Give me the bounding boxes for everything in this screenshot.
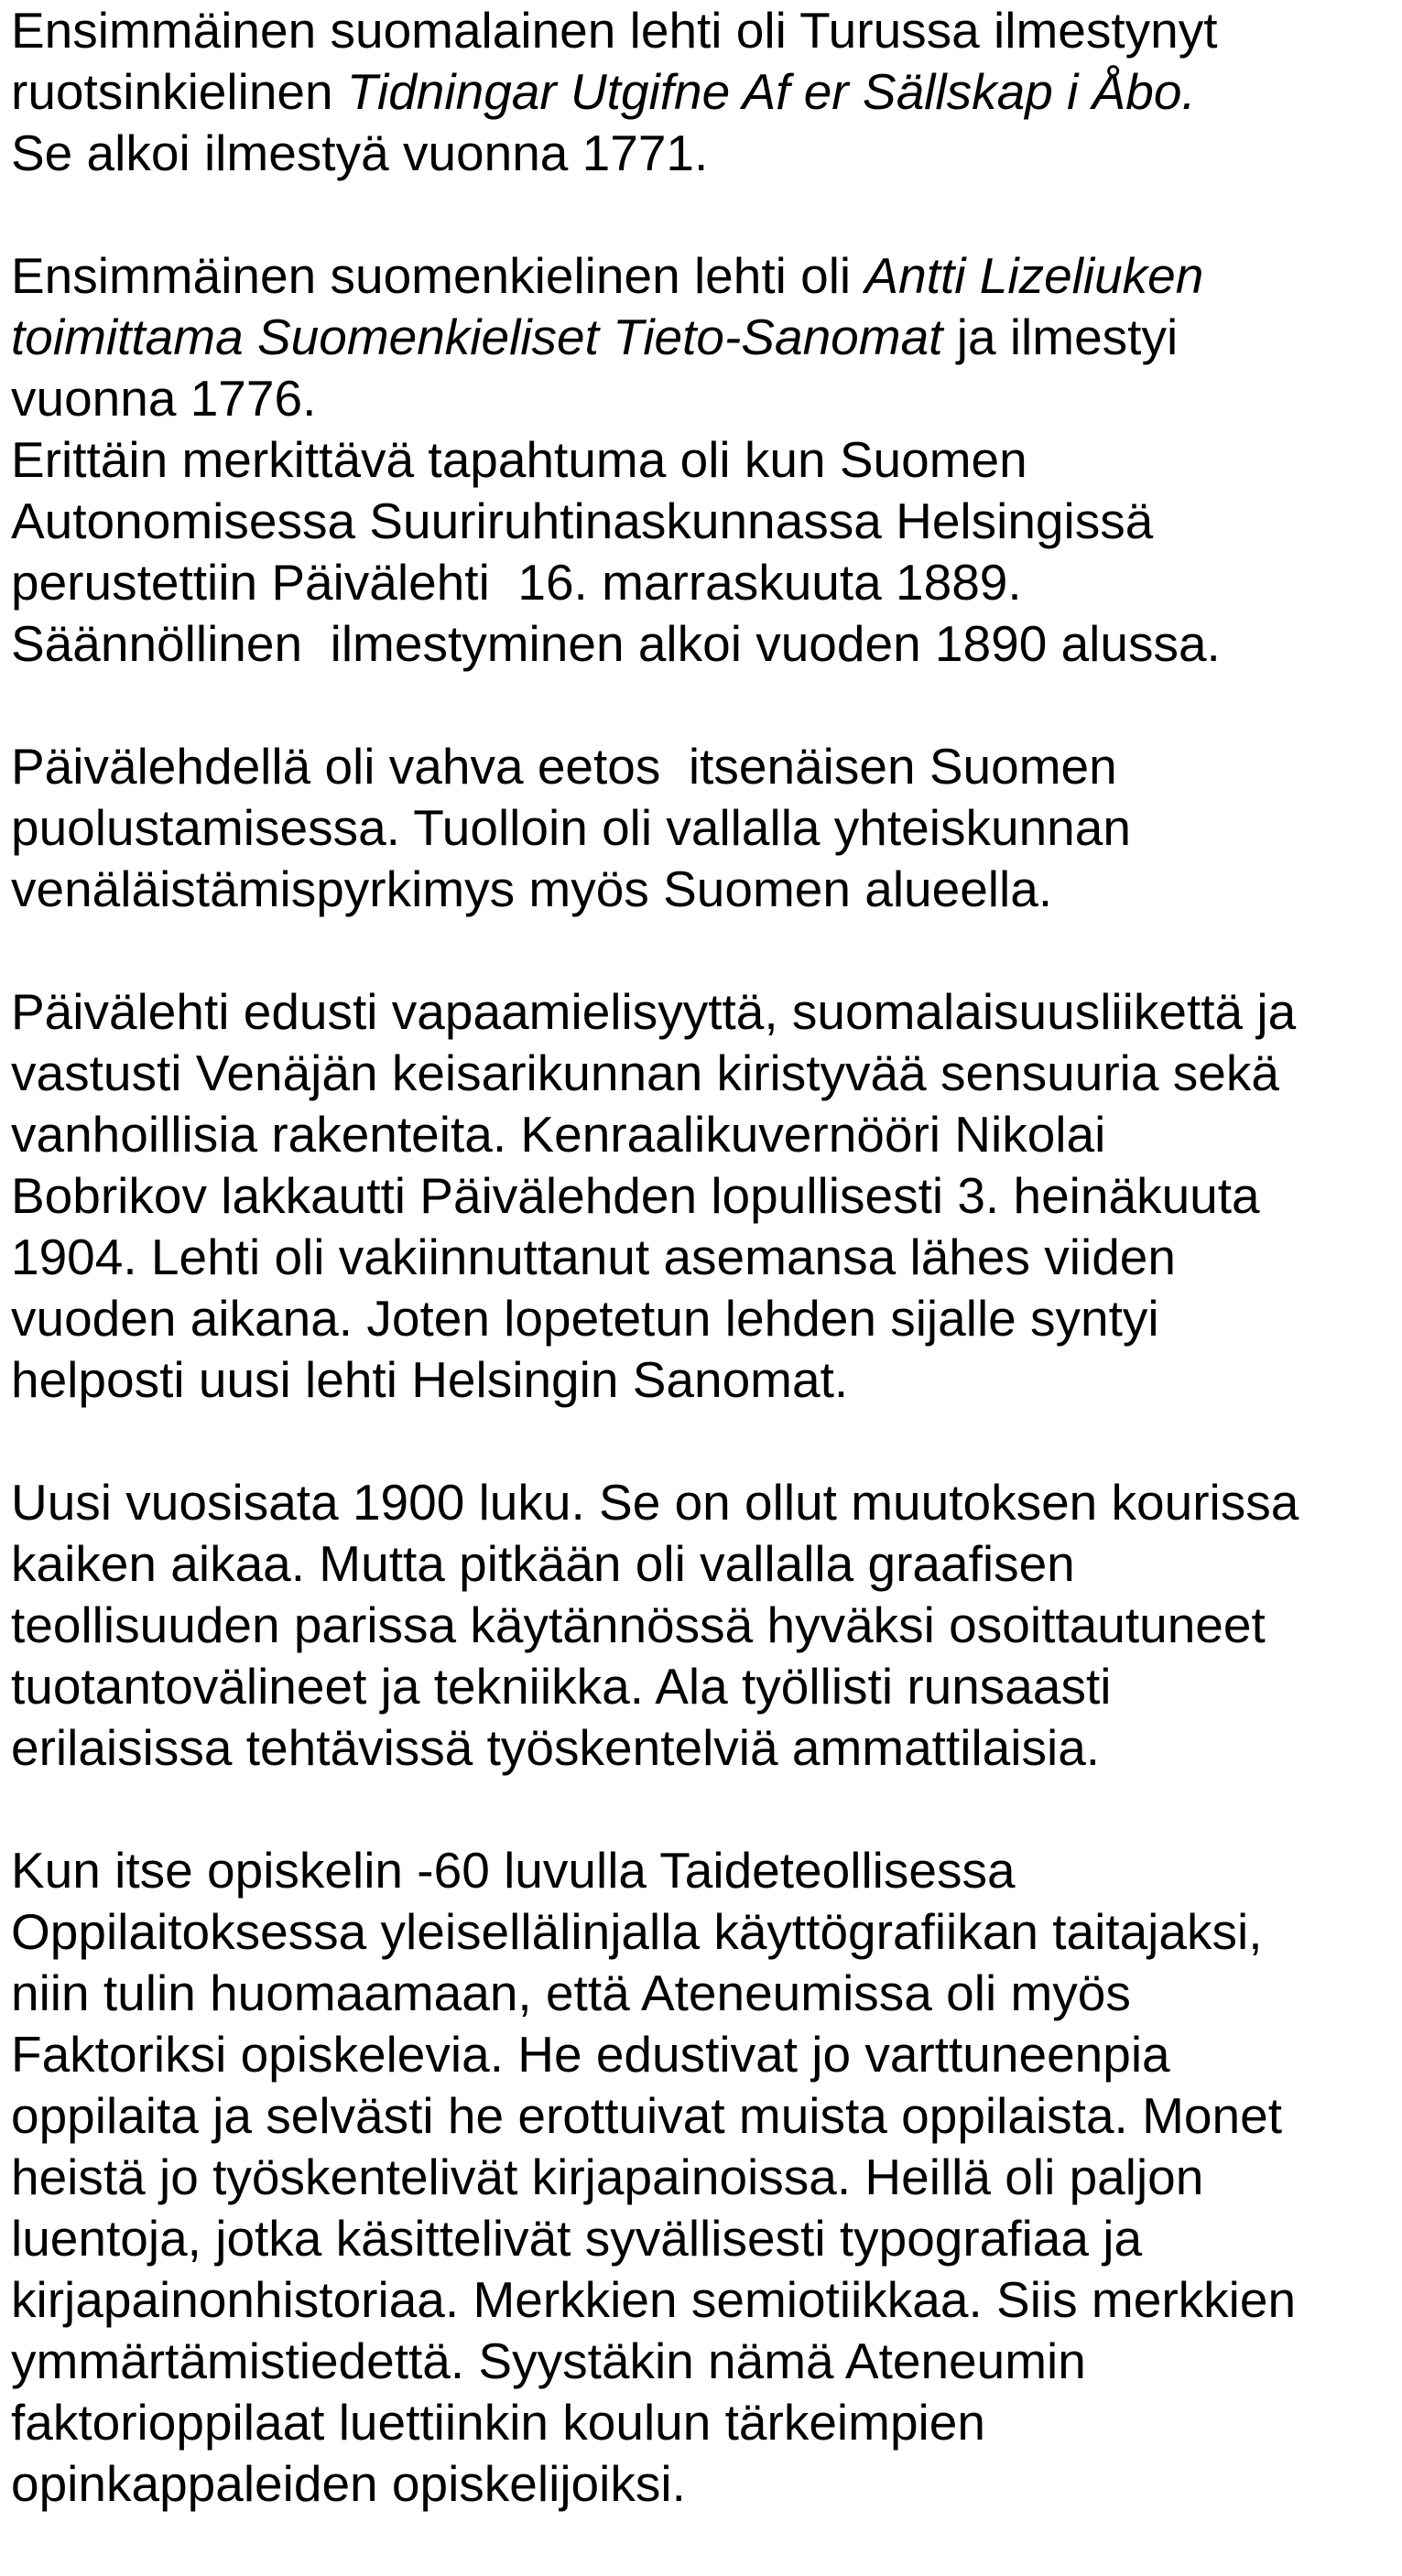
text-line [11, 2085, 1394, 2147]
body-text: kirjapainonhistoriaa. Merkkien semiotiikkaa. Siis merkkien [11, 2271, 1297, 2328]
text-line [11, 0, 1394, 61]
text-line [11, 2453, 1394, 2515]
text-line [11, 2147, 1394, 2208]
text-line [11, 123, 1394, 184]
body-text: oppilaita ja selvästi he erottuivat muista oppilaista. Monet [11, 2087, 1282, 2144]
text-line [11, 429, 1394, 491]
italic-title-text: toimittama Suomenkieliset Tieto-Sanomat [11, 308, 943, 365]
body-text: opinkappaleiden opiskelijoiksi. [11, 2455, 686, 2512]
body-text: luentoja, jotka käsittelivät syvällisesti typografiaa ja [11, 2210, 1143, 2267]
body-text: erilaisissa tehtävissä työskentelviä ammattilaisia. [11, 1719, 1101, 1776]
paragraph [11, 736, 1394, 920]
text-line [11, 491, 1394, 552]
italic-title-text: Antti Lizeliuken [864, 247, 1204, 304]
text-line [11, 2331, 1394, 2392]
text-line [11, 1963, 1394, 2024]
body-text: perustettiin Päivälehti 16. marraskuuta 1889. [11, 554, 1022, 611]
body-text: vastusti Venäjän keisarikunnan kiristyvää sensuuria sekä [11, 1044, 1279, 1101]
body-text: Oppilaitoksessa yleisellälinjalla käyttögrafiikan taitajaksi, [11, 1903, 1263, 1960]
body-text: helposti uusi lehti Helsingin Sanomat. [11, 1351, 849, 1408]
text-line [11, 613, 1394, 675]
text-line [11, 1840, 1394, 1901]
body-text: Faktoriksi opiskelevia. He edustivat jo varttuneenpia [11, 2026, 1170, 2083]
text-line [11, 1656, 1394, 1717]
text-line [11, 307, 1394, 368]
text-line [11, 1595, 1394, 1656]
text-line [11, 2208, 1394, 2269]
body-text: Päivälehdellä oli vahva eetos itsenäisen Suomen [11, 738, 1117, 795]
text-line [11, 1288, 1394, 1349]
body-text: niin tulin huomaamaan, että Ateneumissa oli myös [11, 1964, 1131, 2021]
text-line [11, 368, 1394, 429]
body-text: Ensimmäinen suomenkielinen lehti oli [11, 247, 865, 304]
paragraph [11, 1840, 1394, 2515]
body-text: Erittäin merkittävä tapahtuma oli kun Suomen [11, 431, 1027, 488]
italic-title-text: Tidningar Utgifne Af er Sällskap i Åbo. [346, 63, 1196, 120]
paragraph [11, 429, 1394, 675]
text-line [11, 1533, 1394, 1595]
body-text: vuoden aikana. Joten lopetetun lehden sijalle syntyi [11, 1290, 1159, 1347]
body-text: Se alkoi ilmestyä vuonna 1771. [11, 124, 709, 181]
body-text: Säännöllinen ilmestyminen alkoi vuoden 1890 alussa. [11, 615, 1221, 672]
text-line [11, 552, 1394, 613]
body-text: ruotsinkielinen [11, 63, 347, 120]
body-text: Ensimmäinen suomalainen lehti oli Turussa ilmestynyt [11, 2, 1218, 59]
text-line [11, 2392, 1394, 2453]
text-line [11, 1043, 1394, 1104]
body-text: Kun itse opiskelin -60 luvulla Taideteollisessa [11, 1842, 1016, 1899]
document-page [11, 0, 1394, 2576]
text-line [11, 1349, 1394, 1411]
text-line [11, 1901, 1394, 1963]
body-text: venäläistämispyrkimys myös Suomen alueella. [11, 860, 1053, 917]
text-line [11, 797, 1394, 859]
text-line [11, 1472, 1394, 1533]
paragraph [11, 0, 1394, 184]
text-line [11, 1104, 1394, 1165]
body-text: Bobrikov lakkautti Päivälehden lopullisesti 3. heinäkuuta [11, 1167, 1260, 1224]
text-line [11, 1227, 1394, 1288]
body-text: Autonomisessa Suuriruhtinaskunnassa Helsingissä [11, 492, 1154, 549]
body-text: 1904. Lehti oli vakiinnuttanut asemansa lähes viiden [11, 1228, 1176, 1285]
body-text: vanhoillisia rakenteita. Kenraalikuvernööri Nikolai [11, 1106, 1106, 1163]
text-line [11, 2269, 1394, 2331]
body-text: faktorioppilaat luettiinkin koulun tärkeimpien [11, 2394, 985, 2451]
text-line [11, 859, 1394, 920]
body-text: Uusi vuosisata 1900 luku. Se on ollut muutoksen kourissa [11, 1474, 1299, 1531]
text-line [11, 1165, 1394, 1227]
paragraph [11, 1472, 1394, 1779]
body-text: tuotantovälineet ja tekniikka. Ala työllisti runsaasti [11, 1658, 1112, 1715]
text-line [11, 61, 1394, 123]
text-line [11, 2024, 1394, 2085]
text-line [11, 981, 1394, 1043]
text-line [11, 1717, 1394, 1779]
body-text: kaiken aikaa. Mutta pitkään oli vallalla graafisen [11, 1535, 1075, 1592]
text-line [11, 736, 1394, 797]
text-line [11, 245, 1394, 307]
body-text: teollisuuden parissa käytännössä hyväksi osoittautuneet [11, 1596, 1266, 1653]
body-text: ja ilmestyi [942, 308, 1179, 365]
paragraph [11, 245, 1394, 429]
body-text: vuonna 1776. [11, 370, 317, 427]
body-text: ymmärtämistiedettä. Syystäkin nämä Ateneumin [11, 2332, 1086, 2389]
body-text: puolustamisessa. Tuolloin oli vallalla yhteiskunnan [11, 799, 1131, 856]
paragraph [11, 981, 1394, 1411]
body-text: heistä jo työskentelivät kirjapainoissa. Heillä oli paljon [11, 2148, 1204, 2205]
body-text: Päivälehti edusti vapaamielisyyttä, suomalaisuusliikettä ja [11, 983, 1297, 1040]
